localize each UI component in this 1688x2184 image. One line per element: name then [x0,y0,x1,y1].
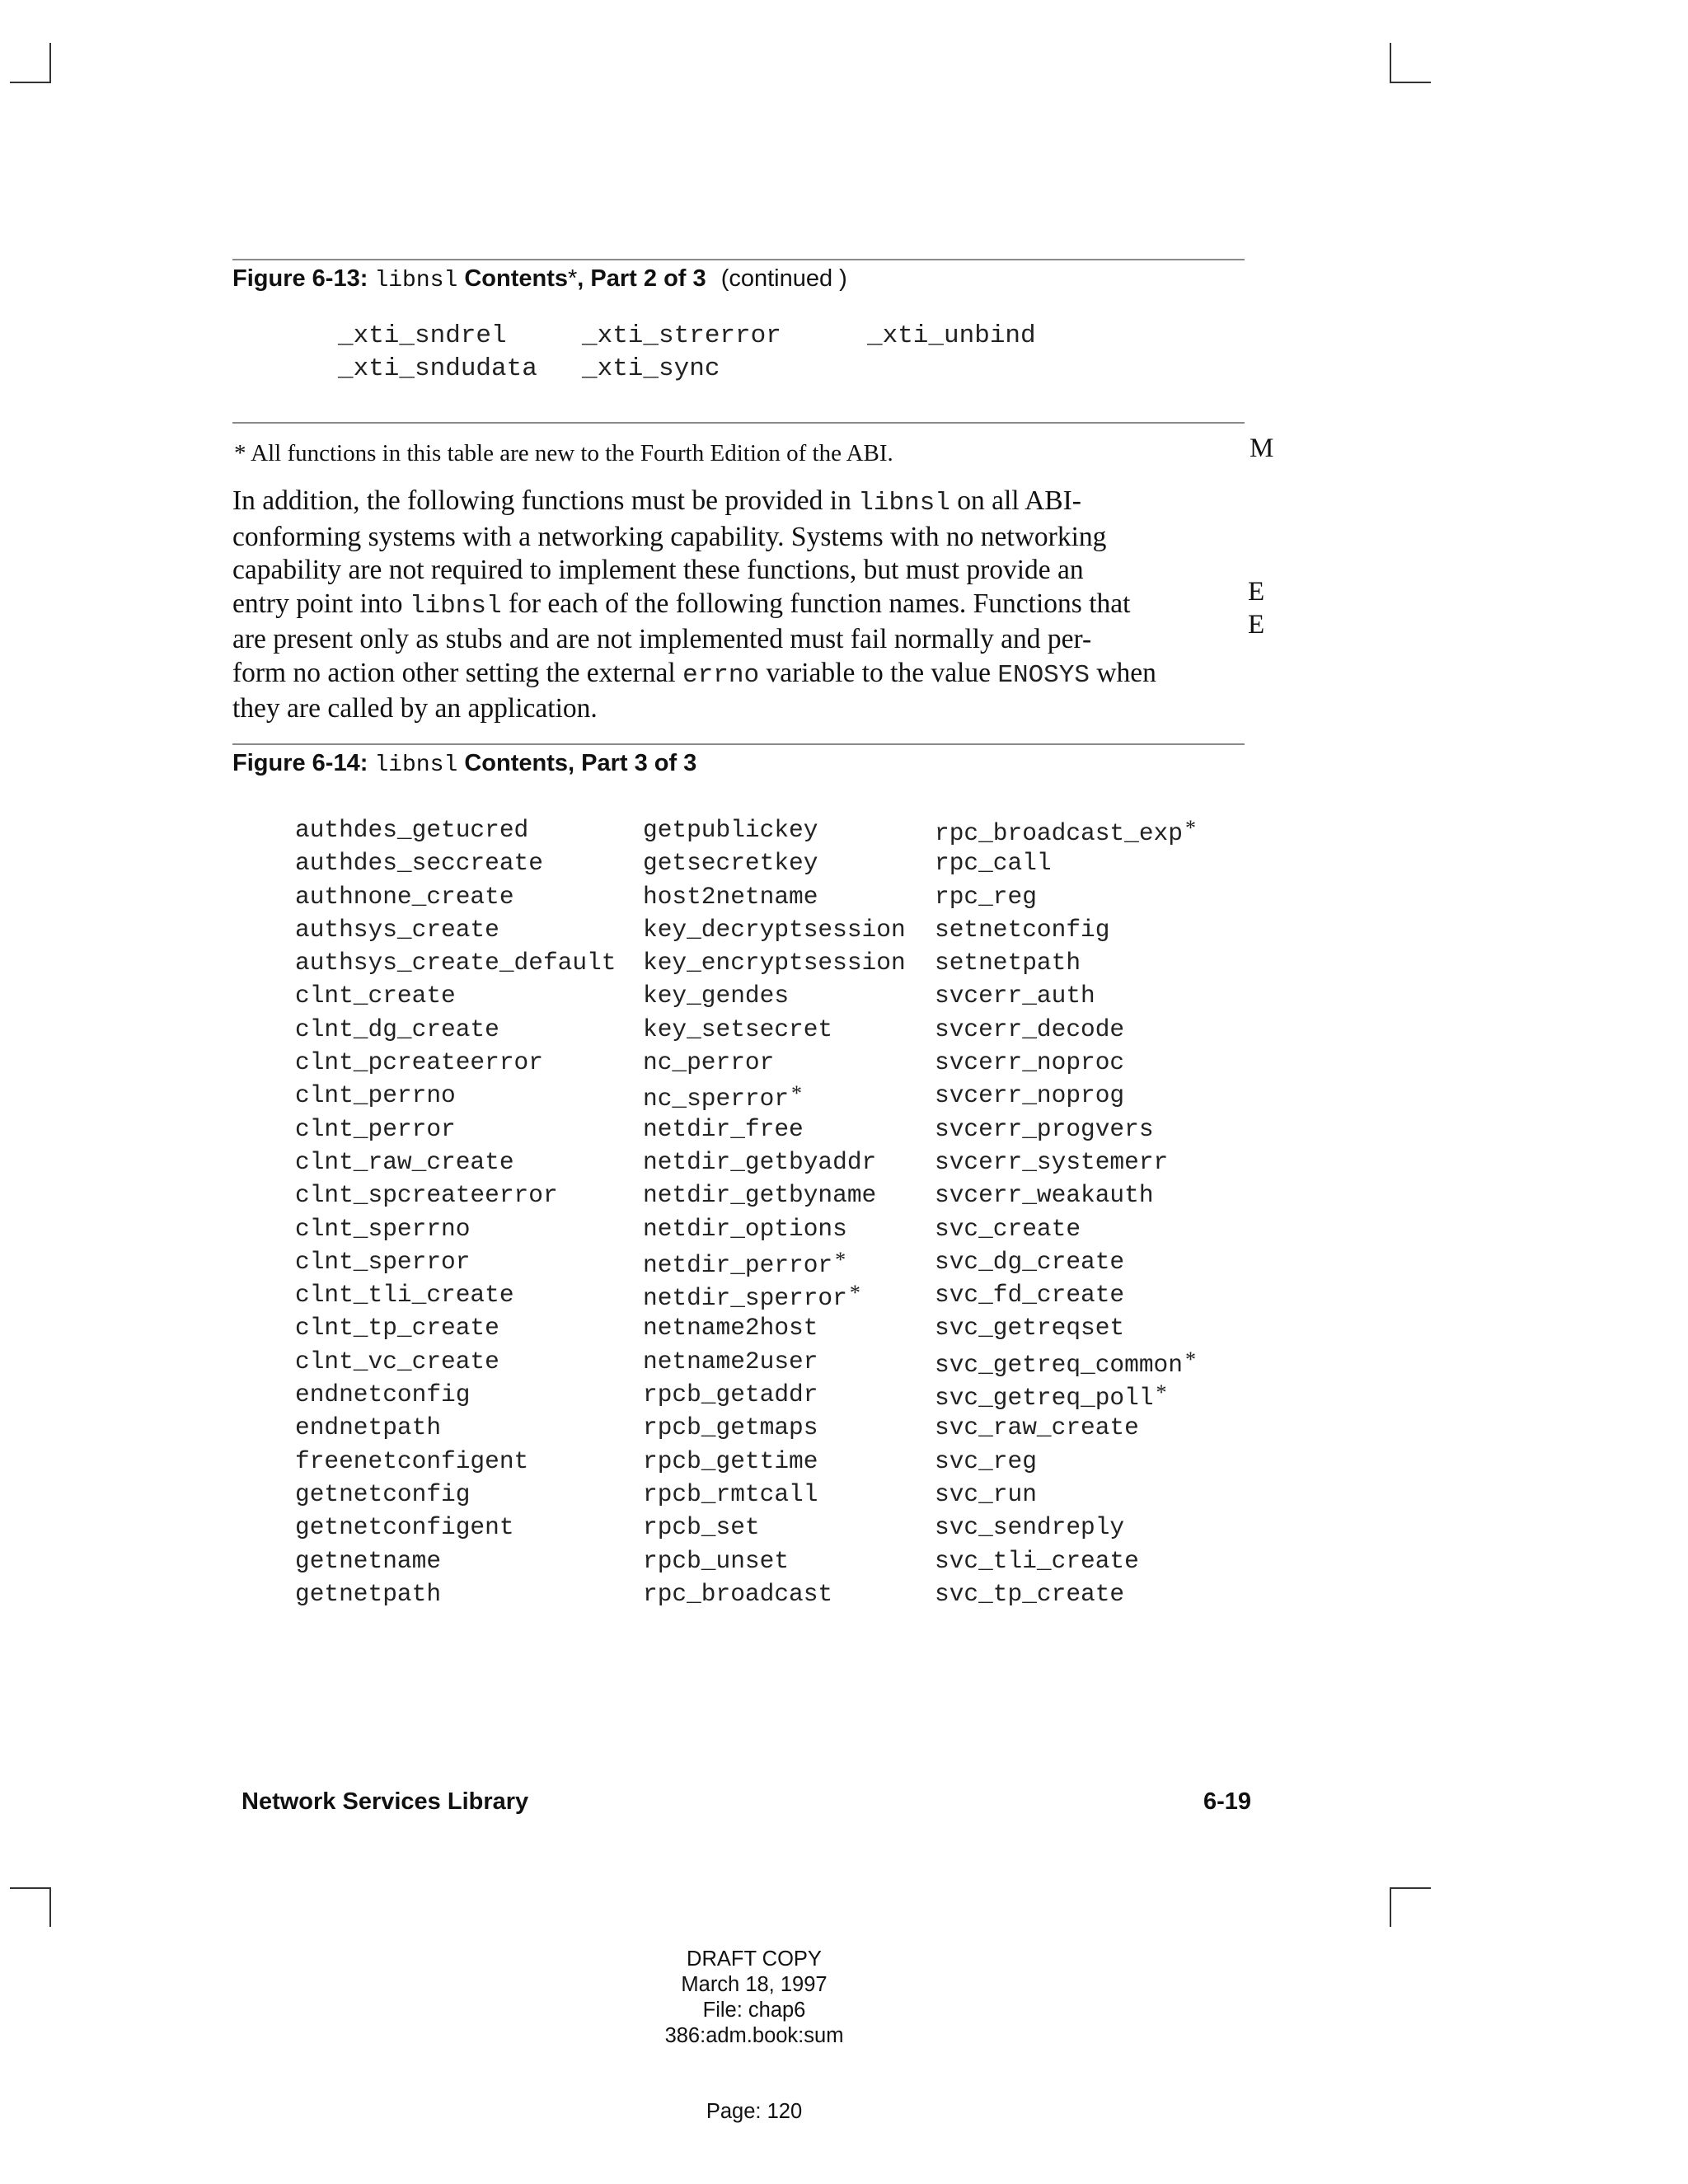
function-name [643,1181,935,1214]
function-name [935,816,1198,849]
function-name-text: clnt_sperror [295,1247,471,1276]
function-name [643,1413,935,1446]
function-name-text: netdir_sperror [643,1284,847,1313]
para-line-2: conforming systems with a networking capability. Systems with no networking [232,521,1107,552]
function-name-text: nc_sperror [643,1085,790,1113]
function-name-text: rpcb_unset [643,1546,790,1575]
function-name-text: getnetpath [295,1579,442,1608]
function-name [295,849,643,882]
function-name [295,1447,643,1480]
para-line-7: they are called by an application. [232,693,598,724]
function-name-text: rpcb_gettime [643,1446,818,1475]
figure-13-label: Figure 6-13: [232,265,368,292]
function-name-text: getpublickey [643,816,818,844]
function-name [295,816,643,849]
figure-14-label: Figure 6-14: [232,750,368,776]
function-name-text: svc_dg_create [935,1247,1125,1276]
function-name [643,1547,935,1580]
function-name-text: authdes_getucred [295,816,529,844]
function-name [295,1580,643,1613]
crop-mark-bottom-right-h [1390,1887,1431,1889]
crop-mark-bottom-right-v [1390,1887,1391,1927]
function-name-text: netdir_free [643,1114,804,1143]
para-line-4: entry point into libnsl for each of the following function names. Functions that [232,588,1131,621]
figure-13-lib: libnsl [374,268,458,293]
draft-line-2: March 18, 1997 [681,1973,828,1996]
function-name-text: svc_create [935,1214,1081,1243]
draft-line-3: File: chap6 [702,1999,806,2022]
new-function-asterisk: * [1184,816,1196,840]
figure-14-title: Contents, Part 3 of 3 [464,750,697,776]
function-name-text: svcerr_progvers [935,1114,1154,1143]
function-name [643,1347,935,1380]
function-name-text: clnt_raw_create [295,1147,514,1176]
function-name [643,949,935,982]
function-name-text: authdes_seccreate [295,849,543,878]
function-name-text: netname2user [643,1347,818,1376]
function-name-text: endnetpath [295,1413,442,1442]
function-name-text: svc_sendreply [935,1513,1125,1542]
function-name [295,1048,643,1081]
function-name [643,1148,935,1181]
function-name: _xti_strerror [582,321,781,350]
function-name [935,883,1198,916]
function-name-text: netdir_getbyname [643,1181,877,1210]
function-name-text: netdir_options [643,1214,847,1243]
function-name-text: key_setsecret [643,1015,833,1043]
function-name [643,1281,935,1314]
function-name [935,1380,1198,1413]
function-name [295,1148,643,1181]
function-name [643,1215,935,1248]
function-name-text: rpcb_getmaps [643,1413,818,1442]
function-name-text: setnetconfig [935,915,1110,944]
margin-mark-e-1: E [1248,577,1265,607]
function-name [935,1181,1198,1214]
function-name [295,1413,643,1446]
function-name [935,1048,1198,1081]
function-name [295,982,643,1015]
function-name [643,1580,935,1613]
draft-line-1: DRAFT COPY [687,1947,822,1971]
function-name-text: getnetconfig [295,1479,471,1508]
margin-mark-m: M [1250,434,1274,463]
function-name [935,982,1198,1015]
function-name-text: clnt_dg_create [295,1015,499,1043]
function-name-text: svc_getreq_poll [935,1384,1154,1413]
para-line-5: are present only as stubs and are not implemented must fail normally and per- [232,624,1092,654]
function-name [935,949,1198,982]
function-name [935,1480,1198,1513]
figure-14-top-rule [232,743,1245,745]
function-name [643,1513,935,1546]
new-function-asterisk: * [1156,1380,1167,1405]
function-name [935,1215,1198,1248]
new-function-asterisk: * [1184,1347,1196,1371]
function-name-text: svc_run [935,1479,1037,1508]
function-name: _xti_sndudata [338,354,537,383]
function-name [643,883,935,916]
function-name [643,1048,935,1081]
new-function-asterisk: * [791,1081,803,1106]
function-name-text: svc_reg [935,1446,1037,1475]
function-name-text: clnt_sperrno [295,1214,471,1243]
function-name-text: rpc_reg [935,882,1037,911]
function-name-text: host2netname [643,882,818,911]
function-name-text: key_decryptsession [643,915,906,944]
figure-13-caption [232,265,847,293]
function-name [643,1380,935,1413]
function-name [295,949,643,982]
function-name-text: svcerr_decode [935,1015,1125,1043]
function-name [643,1314,935,1347]
function-name [295,1248,643,1281]
function-name [867,354,1065,387]
figure-13-table [338,321,1065,387]
function-name [935,1513,1198,1546]
function-name-text: setnetpath [935,949,1081,977]
function-name [643,816,935,849]
function-name-text: key_gendes [643,982,790,1010]
footer-chapter-title: Network Services Library [241,1788,529,1815]
crop-mark-top-right-h [1390,82,1431,83]
new-function-asterisk: * [835,1247,846,1272]
function-name [643,849,935,882]
crop-mark-bottom-left-v [49,1887,51,1927]
function-name [643,982,935,1015]
function-name [935,1413,1198,1446]
crop-mark-top-right-v [1390,43,1391,82]
function-name-text: svcerr_noprog [935,1081,1125,1110]
function-name-text: svc_tp_create [935,1579,1125,1608]
function-name-text: getsecretkey [643,849,818,878]
function-name-text: rpcb_set [643,1513,760,1542]
code-errno: errno [682,660,760,690]
function-name-text: svcerr_noproc [935,1048,1125,1077]
function-name-text: svc_getreq_common [935,1350,1183,1379]
function-name-text: rpcb_getaddr [643,1380,818,1409]
function-name [935,916,1198,949]
draft-page: Page: 120 [706,2100,803,2123]
function-name-text: clnt_tli_create [295,1281,514,1310]
function-name-text: rpc_call [935,849,1052,878]
function-name-text: authsys_create [295,915,499,944]
function-name [295,1081,643,1114]
function-name [643,1447,935,1480]
function-name [295,1015,643,1048]
code-enosys: ENOSYS [997,660,1090,690]
function-name-text: getnetname [295,1546,442,1575]
para-line-6: form no action other setting the external errno variable to the value ENOSYS when [232,657,1156,690]
function-name-text: rpc_broadcast_exp [935,819,1183,847]
figure-13-top-rule [232,259,1245,260]
function-name [935,1281,1198,1314]
body-paragraph [232,485,1254,726]
para-line-3: capability are not required to implement these functions, but must provide an [232,555,1084,585]
function-name-text: clnt_perrno [295,1081,456,1110]
function-name: _xti_sndrel [338,321,507,350]
figure-13-bottom-rule [232,422,1245,424]
figure-14-caption [232,750,696,778]
function-name-text: getnetconfigent [295,1513,514,1542]
function-name-text: authnone_create [295,882,514,911]
margin-mark-e-2: E [1248,610,1265,640]
function-name [935,1015,1198,1048]
function-name-text: rpc_broadcast [643,1579,833,1608]
function-name [643,1081,935,1114]
function-name [295,883,643,916]
function-name-text: svcerr_systemerr [935,1147,1169,1176]
function-name-text: svc_raw_create [935,1413,1139,1442]
function-name-text: endnetconfig [295,1380,471,1409]
function-name [935,1347,1198,1380]
function-name-text: nc_perror [643,1048,775,1077]
function-name-text: freenetconfigent [295,1446,529,1475]
function-name [935,1248,1198,1281]
function-name [643,1480,935,1513]
function-name-text: svc_getreqset [935,1314,1125,1343]
function-name [935,1547,1198,1580]
draft-stamp [577,1947,931,2049]
function-name-text: clnt_tp_create [295,1314,499,1343]
function-name [935,1580,1198,1613]
draft-line-4: 386:adm.book:sum [664,2024,844,2047]
para-line-1: In addition, the following functions must be provided in libnsl on all ABI- [232,485,1081,518]
function-name-text: clnt_pcreateerror [295,1048,543,1077]
figure-13-star: * [568,265,578,292]
function-name-text: rpcb_rmtcall [643,1479,818,1508]
function-name [935,1314,1198,1347]
function-name-text: svcerr_weakauth [935,1181,1154,1210]
function-name-text: clnt_create [295,982,456,1010]
function-name [935,1081,1198,1114]
figure-13-contents: Contents [464,265,568,292]
figure-13-part: , Part 2 of 3 [577,265,706,292]
function-name: _xti_unbind [867,321,1036,350]
function-name [643,916,935,949]
function-name-text: clnt_perror [295,1114,456,1143]
function-name [295,1181,643,1214]
function-name: _xti_sync [582,354,720,383]
function-name-text: svc_tli_create [935,1546,1139,1575]
code-libnsl: libnsl [858,489,950,518]
function-name [643,1015,935,1048]
function-name [295,1513,643,1546]
function-name [643,1115,935,1148]
figure-14-lib: libnsl [374,752,458,778]
function-name [295,1347,643,1380]
function-name [935,849,1198,882]
function-name [295,1281,643,1314]
function-name [935,1447,1198,1480]
function-name [935,1115,1198,1148]
function-name [295,1547,643,1580]
function-name-text: netdir_getbyaddr [643,1147,877,1176]
function-name-text: netname2host [643,1314,818,1343]
function-name-text: authsys_create_default [295,949,617,977]
function-name-text: clnt_spcreateerror [295,1181,558,1210]
function-name [295,1380,643,1413]
function-name [295,1480,643,1513]
function-name [295,1314,643,1347]
function-name [295,1215,643,1248]
function-name-text: svcerr_auth [935,982,1095,1010]
crop-mark-bottom-left-h [10,1887,51,1889]
figure-14-table [295,816,1198,1613]
function-name [295,916,643,949]
footer-page-number: 6-19 [1203,1788,1252,1815]
table-footnote: * All functions in this table are new to the Fourth Edition of the ABI. [234,440,893,466]
function-name-text: clnt_vc_create [295,1347,499,1376]
function-name-text: svc_fd_create [935,1281,1125,1310]
new-function-asterisk: * [849,1281,860,1305]
function-name [643,1248,935,1281]
function-name-text: netdir_perror [643,1250,833,1279]
function-name [295,1115,643,1148]
crop-mark-top-left-v [49,43,51,82]
function-name-text: key_encryptsession [643,949,906,977]
crop-mark-top-left-h [10,82,51,83]
figure-13-continued: (continued ) [720,265,847,292]
code-libnsl: libnsl [409,591,502,621]
function-name [935,1148,1198,1181]
